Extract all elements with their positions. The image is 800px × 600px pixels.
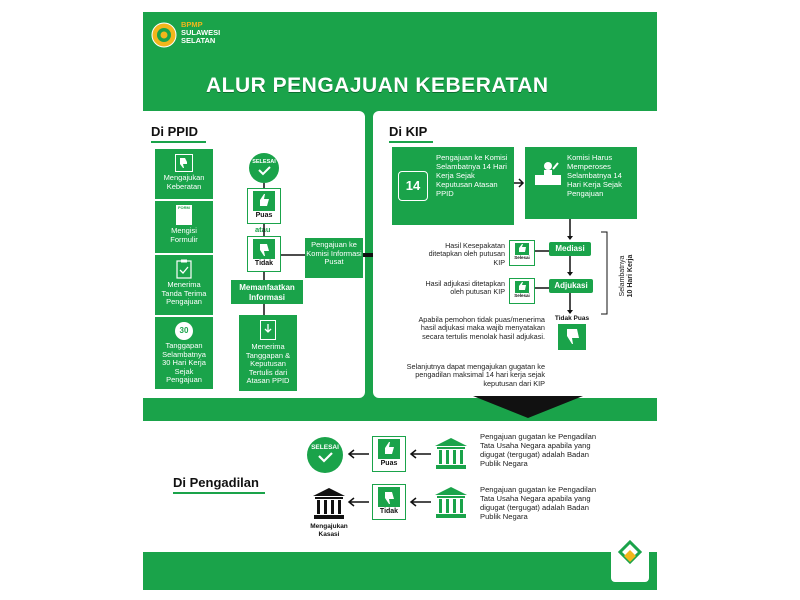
tidak-label: Tidak (254, 260, 274, 267)
brand-line2: SULAWESI (181, 28, 221, 37)
menerima-tanggapan-label: Menerima Tanggapan & Keputusan Tertulis dari Atasan PPID (245, 342, 291, 385)
pengadilan-puas-label: Puas (380, 460, 398, 467)
infographic-poster (143, 12, 657, 590)
tidak-puas-label: Tidak Puas (554, 315, 590, 322)
hasil-adjukasi-text: Hasil adjukasi ditetapkan oleh putusan KIP (425, 279, 505, 297)
page-title: ALUR PENGAJUAN KEBERATAN (206, 74, 549, 97)
pengadilan-text-2: Pengajuan gugatan ke Pengadilan Tata Usaha Negara apabila yang digugat (tergugat) adalah Badan Publik Negara (480, 485, 597, 521)
pengajuan-pusat-box: Pengajuan ke Komisi Informasi Pusat (305, 238, 363, 278)
footer-logo-icon (611, 536, 649, 582)
pengadilan-text-1: Pengajuan gugatan ke Pengadilan Tata Usaha Negara apabila yang digugat (tergugat) adalah Badan Publik Negara (480, 432, 597, 468)
ppid-step-2-label: Mengisi Formulir (170, 226, 198, 244)
puas-label: Puas (255, 212, 273, 219)
ppid-heading: Di PPID (151, 124, 198, 139)
mengajukan-kasasi-label: Mengajukan Kasasi (310, 523, 348, 538)
form-icon-text: FORM (178, 205, 190, 210)
adjukasi-selesai-label: Selesai (514, 293, 530, 298)
pengadilan-heading: Di Pengadilan (173, 475, 259, 490)
side-label-a: Selambatnya (619, 255, 626, 297)
kip-box-2-label: Komisi Harus Memperoses Selambatnya 14 Hari Kerja Sejak Pengajuan (567, 153, 622, 198)
pengadilan-tidak-label: Tidak (379, 508, 399, 515)
brand-line1: BPMP (181, 20, 203, 29)
brand-line3: SELATAN (181, 36, 216, 45)
pengadilan-connectors (143, 12, 657, 590)
kip-note-1: Apabila pemohon tidak puas/menerima hasil adjukasi maka wajib menyatakan secara tertulis menolak hasil adjukasi. (418, 315, 545, 341)
mediasi-selesai-label: Selesai (514, 255, 530, 260)
ppid-step-3-label: Menerima Tanda Terima Pengajuan (161, 280, 207, 306)
side-label-b: 10 Hari Kerja (627, 254, 634, 298)
kip-heading: Di KIP (389, 124, 428, 139)
atau-label: atau (255, 225, 271, 234)
bottom-band (143, 552, 657, 590)
ppid-step-4-label: Tanggapan Selambatnya 30 Hari Kerja Sejak Pengajuan (162, 341, 206, 384)
days-30-icon: 30 (175, 322, 193, 340)
kip-note-2: Selanjutnya dapat mengajukan gugatan ke pengadilan maksimal 14 hari kerja sejak keputusan dari KIP (406, 362, 545, 388)
adjukasi-pill: Adjukasi (549, 279, 593, 293)
pengadilan-selesai-text: SELESAI (311, 444, 339, 451)
selesai-badge-text: SELESAI (252, 159, 276, 165)
ppid-step-1-label: Mengajukan Keberatan (163, 173, 205, 191)
kip-box-1-label: Pengajuan ke Komisi Selambatnya 14 Hari Kerja Sejak Keputusan Atasan PPID (436, 153, 508, 198)
calendar-14-icon: 14 (398, 171, 428, 201)
memanfaatkan-informasi-box: Memanfaatkan Informasi (231, 280, 303, 304)
hasil-kesepakatan-text: Hasil Kesepakatan ditetapkan oleh putusan KIP (428, 241, 505, 267)
mediasi-pill: Mediasi (549, 242, 591, 256)
